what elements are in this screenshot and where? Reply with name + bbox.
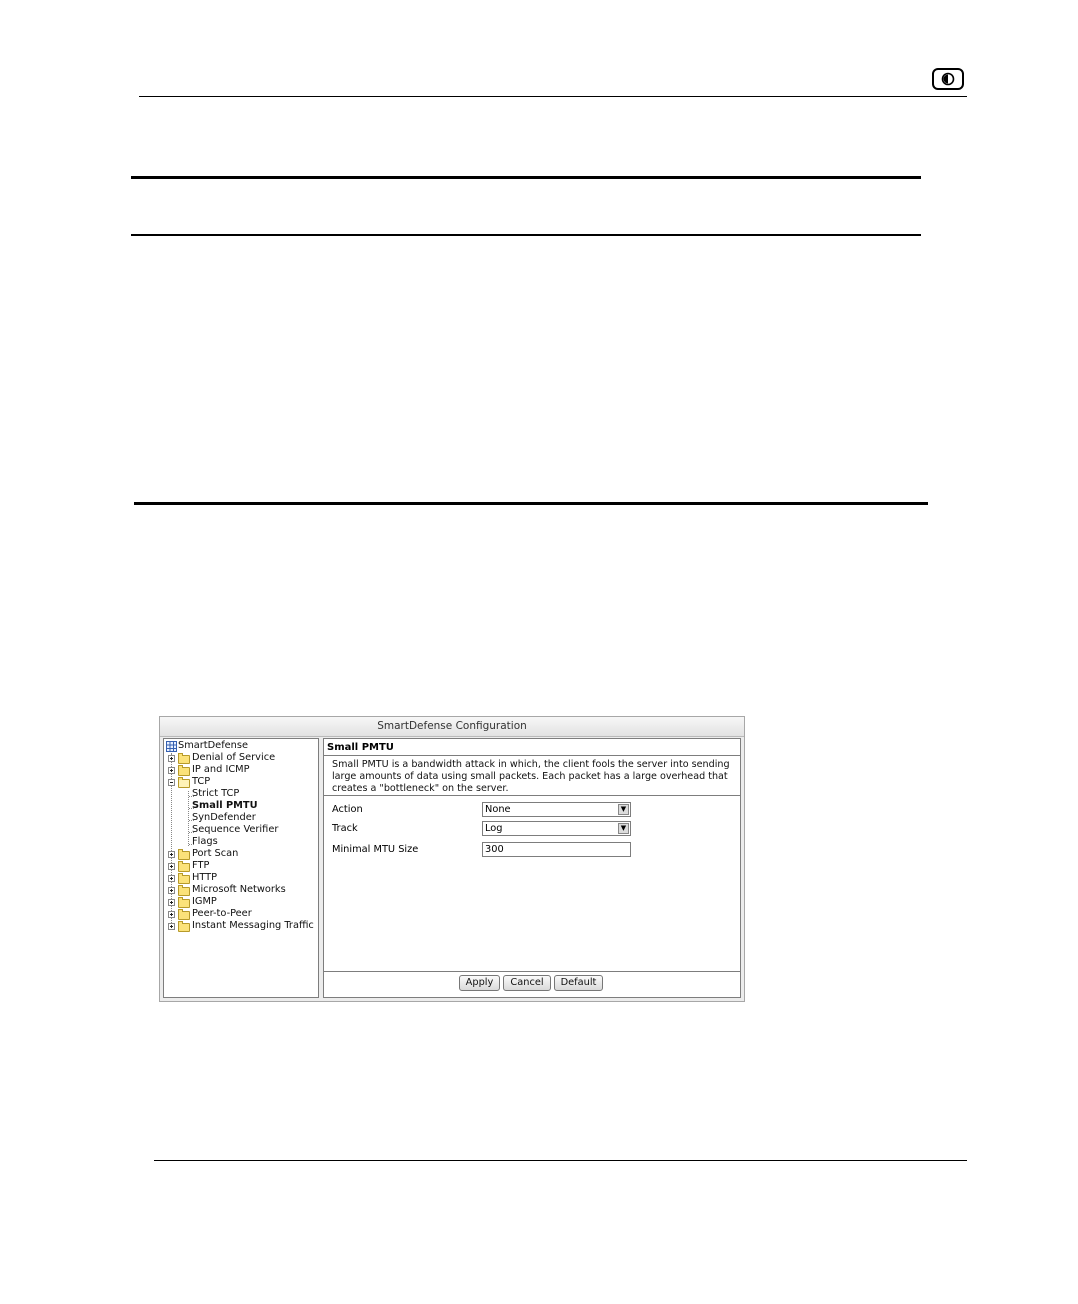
tree-item-strict-tcp[interactable] xyxy=(192,788,239,800)
panel-description: Small PMTU is a bandwidth attack in which, the client fools the server into sending large amounts of data using small packets. Each packet has a large overhead that creates a "bottleneck" on the server. xyxy=(332,759,730,794)
expand-icon[interactable] xyxy=(168,767,175,774)
action-value: None xyxy=(485,804,511,815)
collapse-icon[interactable] xyxy=(168,779,175,786)
folder-icon xyxy=(178,875,190,884)
logo-badge xyxy=(932,68,964,90)
tree-label: TCP xyxy=(192,776,211,787)
track-label: Track xyxy=(332,823,358,834)
circle-c-logo-icon xyxy=(940,72,956,86)
tree-label: Peer-to-Peer xyxy=(192,908,252,919)
tree-label: HTTP xyxy=(192,872,218,883)
tree-item-syndefender[interactable] xyxy=(192,812,256,824)
tree-label: Sequence Verifier xyxy=(192,824,279,835)
heading-rule-top xyxy=(131,176,921,179)
track-select[interactable] xyxy=(482,821,631,836)
section-rule xyxy=(134,502,928,505)
mtu-label: Minimal MTU Size xyxy=(332,844,419,855)
track-value: Log xyxy=(485,823,503,834)
expand-icon[interactable] xyxy=(168,851,175,858)
folder-icon xyxy=(178,887,190,896)
tree-label: FTP xyxy=(192,860,210,871)
folder-icon xyxy=(178,767,190,776)
tree-label: IP and ICMP xyxy=(192,764,250,775)
cancel-button[interactable]: Cancel xyxy=(503,975,551,991)
tree-label: SmartDefense xyxy=(178,740,249,751)
tree-item-small-pmtu[interactable] xyxy=(192,800,258,812)
window-title: SmartDefense Configuration xyxy=(160,717,744,737)
tree-label: SynDefender xyxy=(192,812,256,823)
tree-label: Microsoft Networks xyxy=(192,884,286,895)
chevron-down-icon[interactable]: ▼ xyxy=(618,823,629,834)
header-rule xyxy=(139,96,967,97)
apply-button[interactable]: Apply xyxy=(459,975,500,991)
expand-icon[interactable] xyxy=(168,899,175,906)
default-button[interactable]: Default xyxy=(554,975,603,991)
description-divider xyxy=(324,795,740,796)
title-divider xyxy=(324,755,740,756)
folder-icon xyxy=(178,755,190,764)
tree-label: Small PMTU xyxy=(192,800,258,811)
folder-icon xyxy=(178,899,190,908)
tree-label: Port Scan xyxy=(192,848,239,859)
tree-root-icon xyxy=(166,741,177,752)
chevron-down-icon[interactable]: ▼ xyxy=(618,804,629,815)
action-select[interactable] xyxy=(482,802,631,817)
tree-item-sequence-verifier[interactable] xyxy=(192,824,278,836)
tree-label: Flags xyxy=(192,836,218,847)
mtu-size-input[interactable]: 300 xyxy=(482,842,631,857)
tree-label: Instant Messaging Traffic xyxy=(192,920,314,931)
tree-label: IGMP xyxy=(192,896,217,907)
folder-icon xyxy=(178,851,190,860)
footer-rule xyxy=(154,1160,967,1161)
smartdefense-config-window xyxy=(159,716,745,1002)
heading-rule-bottom xyxy=(131,234,921,236)
tree-panel[interactable] xyxy=(163,738,319,998)
expand-icon[interactable] xyxy=(168,863,175,870)
settings-panel xyxy=(323,738,741,998)
expand-icon[interactable] xyxy=(168,875,175,882)
tree-label: Denial of Service xyxy=(192,752,276,763)
folder-open-icon xyxy=(178,779,190,788)
expand-icon[interactable] xyxy=(168,923,175,930)
folder-icon xyxy=(178,911,190,920)
panel-title: Small PMTU xyxy=(327,742,394,753)
expand-icon[interactable] xyxy=(168,911,175,918)
tree-item-flags[interactable] xyxy=(192,836,218,848)
action-label: Action xyxy=(332,804,363,815)
tree-label: Strict TCP xyxy=(192,788,240,799)
expand-icon[interactable] xyxy=(168,755,175,762)
folder-icon xyxy=(178,923,190,932)
expand-icon[interactable] xyxy=(168,887,175,894)
buttons-divider xyxy=(324,971,740,972)
folder-icon xyxy=(178,863,190,872)
